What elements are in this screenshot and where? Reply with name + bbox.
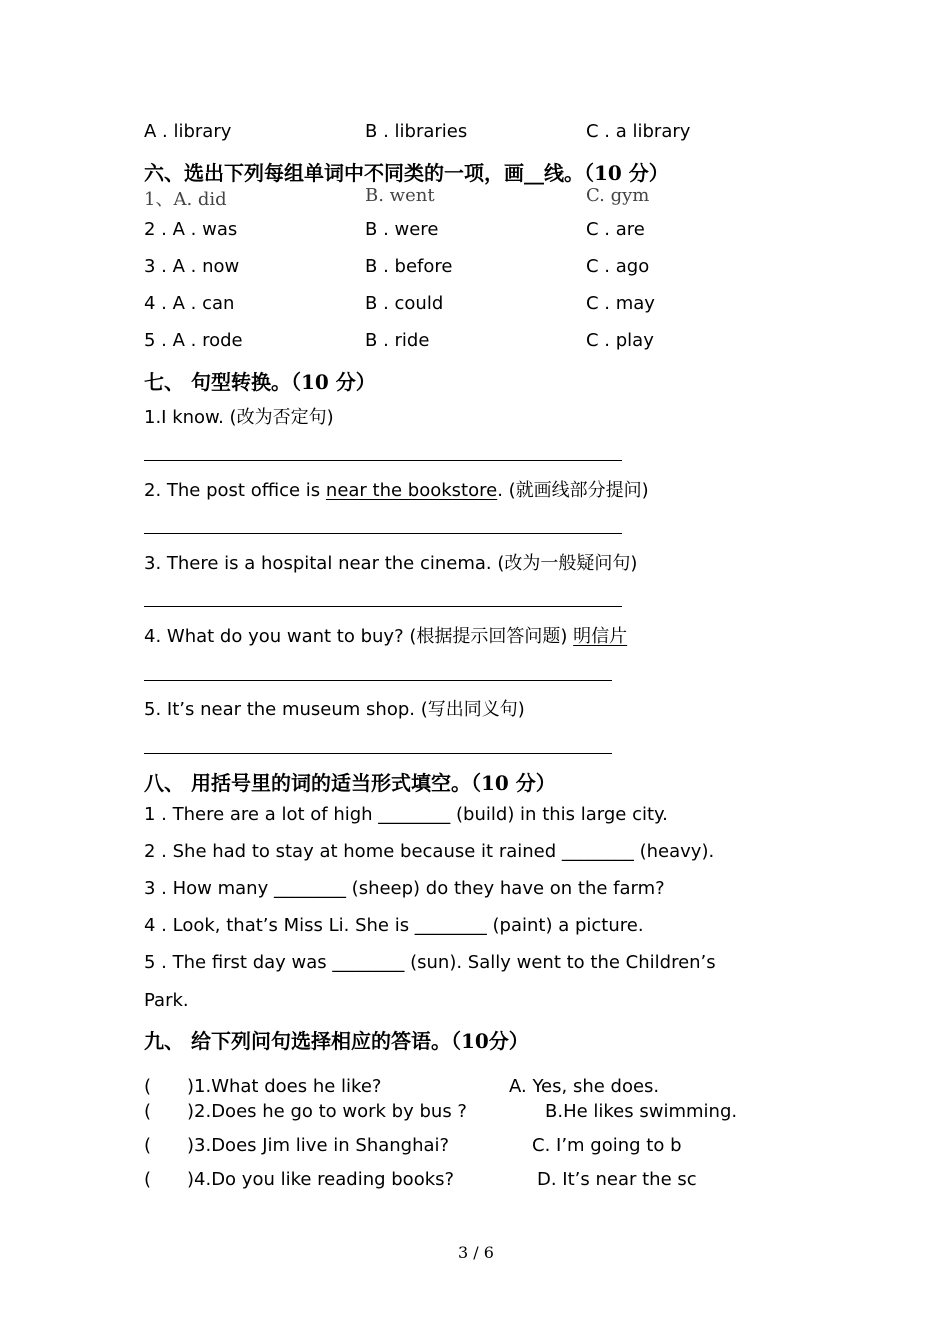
s6-row3-b: B . before <box>365 256 453 277</box>
s9-row4-question: )4.Do you like reading books? <box>187 1169 455 1190</box>
s8-item2: 2 . She had to stay at home because it rained ________ (heavy). <box>144 841 715 862</box>
s6-row2-c: C . are <box>586 219 645 240</box>
s7-q4 <box>144 622 627 648</box>
section7-title: 七、 句型转换。（10 分） <box>144 370 376 394</box>
s7-q5-answer-line[interactable] <box>144 753 612 754</box>
s7-q2-answer-line[interactable] <box>144 533 622 534</box>
s7-q5: 5. It’s near the museum shop. (写出同义句) <box>144 699 525 720</box>
s9-row4-answer: D. It’s near the sc <box>537 1169 697 1190</box>
s7-q2 <box>144 476 649 502</box>
section6-title: 六、选出下列每组单词中不同类的一项，画__线。（10 分） <box>144 161 669 185</box>
s7-q2-underlined: near the bookstore <box>325 480 498 501</box>
s6-row1-c: C. gym <box>586 185 650 206</box>
top-option-c: C . a library <box>586 121 691 142</box>
section9-title: 九、 给下列问句选择相应的答语。（10分） <box>144 1029 529 1053</box>
s9-row3-question: )3.Does Jim live in Shanghai? <box>187 1135 450 1156</box>
s6-row5-c: C . play <box>586 330 654 351</box>
s6-row3-a: 3 . A . now <box>144 256 240 277</box>
s6-row4-c: C . may <box>586 293 655 314</box>
s7-q4-pre: 4. What do you want to buy? (根据提示回答问题) <box>144 626 574 647</box>
s6-row4-b: B . could <box>365 293 444 314</box>
s9-row1-answer: A. Yes, she does. <box>509 1076 660 1097</box>
s9-row2-answer: B.He likes swimming. <box>545 1101 738 1122</box>
s6-row5-a: 5 . A . rode <box>144 330 243 351</box>
s6-row1-b: B. went <box>365 185 435 206</box>
s6-row3-c: C . ago <box>586 256 650 277</box>
s7-q1-answer-line[interactable] <box>144 460 622 461</box>
s7-q3-answer-line[interactable] <box>144 606 622 607</box>
s7-q4-answer-line[interactable] <box>144 680 612 681</box>
s7-q1: 1.I know. (改为否定句) <box>144 407 334 428</box>
s9-row1-question: )1.What does he like? <box>187 1076 382 1097</box>
page-number: 3 / 6 <box>458 1243 494 1262</box>
s7-q3: 3. There is a hospital near the cinema. (改为一般疑问句) <box>144 553 638 574</box>
s9-row2-paren[interactable]: ( <box>144 1101 152 1122</box>
s9-row3-answer: C. I’m going to b <box>532 1135 682 1156</box>
s8-item1: 1 . There are a lot of high ________ (build) in this large city. <box>144 804 668 825</box>
top-option-b: B . libraries <box>365 121 468 142</box>
s7-q2-pre: 2. The post office is <box>144 480 326 501</box>
s7-q2-post: . (就画线部分提问) <box>497 480 649 501</box>
s7-q4-hint: 明信片 <box>573 626 628 647</box>
s8-item5-cont: Park. <box>144 990 189 1011</box>
s6-row2-a: 2 . A . was <box>144 219 238 240</box>
s8-item3: 3 . How many ________ (sheep) do they have on the farm? <box>144 878 665 899</box>
s9-row2-question: )2.Does he go to work by bus ? <box>187 1101 467 1122</box>
s9-row3-paren[interactable]: ( <box>144 1135 152 1156</box>
s6-row1-a: 1、A. did <box>144 189 227 210</box>
s6-row5-b: B . ride <box>365 330 430 351</box>
s9-row4-paren[interactable]: ( <box>144 1169 152 1190</box>
s8-item5: 5 . The first day was ________ (sun). Sally went to the Children’s <box>144 952 716 973</box>
s6-row4-a: 4 . A . can <box>144 293 235 314</box>
section8-title: 八、 用括号里的词的适当形式填空。（10 分） <box>144 771 556 795</box>
top-option-a: A . library <box>144 121 232 142</box>
s9-row1-paren[interactable]: ( <box>144 1076 152 1097</box>
s6-row2-b: B . were <box>365 219 439 240</box>
s8-item4: 4 . Look, that’s Miss Li. She is ________ (paint) a picture. <box>144 915 644 936</box>
